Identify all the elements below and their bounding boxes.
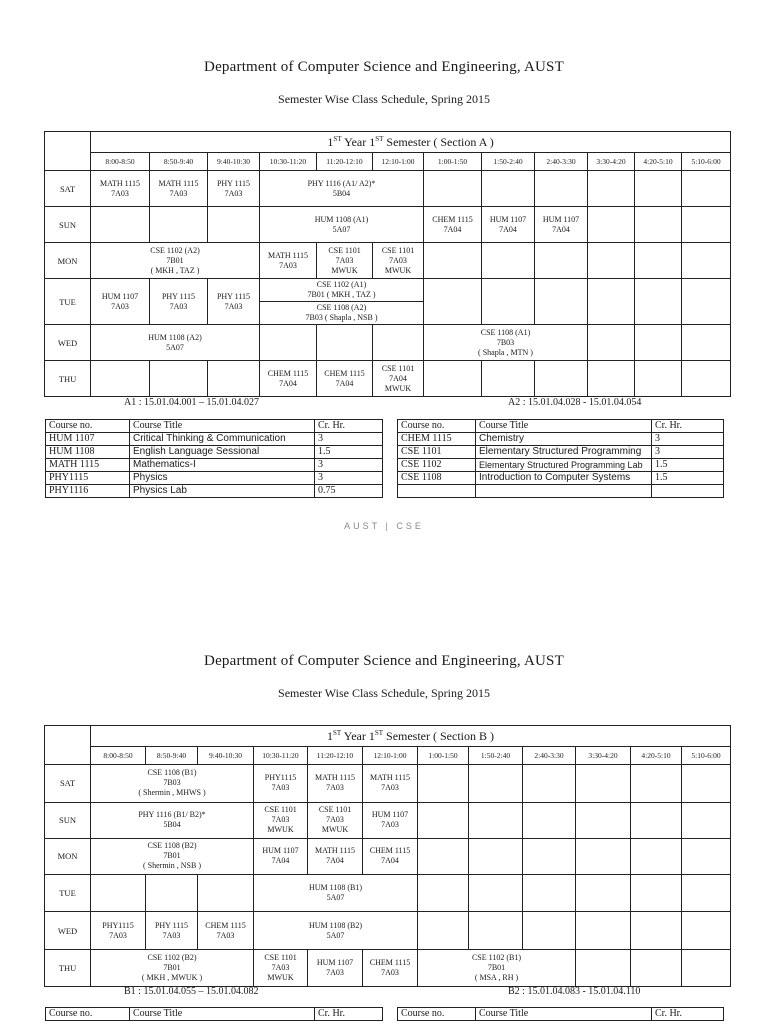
- day-row-thu: [45, 949, 731, 986]
- course-row: MATH 1115 Mathematics-I 3: [46, 459, 383, 472]
- class-cell: CSE 1108 (B1) 7B03 ( Shermin , MHWS ): [91, 765, 254, 802]
- class-cell: CSE 1102 (B2) 7B01 ( MKH , MWUK ): [91, 949, 254, 986]
- day-row-mon: [45, 243, 731, 279]
- class-cell: HUM 1107 7A03: [363, 802, 418, 838]
- day-row-sat: [45, 171, 731, 207]
- class-cell: CSE 1101 7A03 MWUK: [254, 949, 308, 986]
- time-slot: 12:10-1:00: [373, 153, 424, 171]
- class-cell: CSE 1101 7A03 MWUK: [254, 802, 308, 838]
- time-slot: 10:30-11:20: [260, 153, 317, 171]
- day-label: MON: [45, 838, 91, 874]
- class-cell: MATH 1115 7A03: [308, 765, 363, 802]
- class-cell: MATH 1115 7A04: [308, 838, 363, 874]
- class-cell: CSE 1101 7A04 MWUK: [373, 361, 424, 397]
- time-slot: 2:40-3:30: [535, 153, 588, 171]
- semester-heading: 1ST Year 1ST Semester ( Section B ): [91, 726, 731, 747]
- day-label: TUE: [45, 875, 91, 912]
- roll-range-b1: B1 : 15.01.04.055 – 15.01.04.082: [124, 986, 259, 997]
- class-cell: PHY1115 7A03: [91, 912, 146, 949]
- class-cell: MATH 1115 7A03: [150, 171, 208, 207]
- class-cell: HUM 1107 7A03: [308, 949, 363, 986]
- course-table-left: [45, 1007, 383, 1021]
- class-cell: CSE 1102 (B1) 7B01 ( MSA , RH ): [418, 949, 576, 986]
- day-label: WED: [45, 912, 91, 949]
- class-cell: PHY 1115 7A03: [146, 912, 198, 949]
- day-label: MON: [45, 243, 91, 279]
- title-row: [45, 726, 731, 747]
- day-row-tue: [45, 875, 731, 912]
- class-cell: HUM 1107 7A03: [91, 279, 150, 325]
- class-cell: CHEM 1115 7A04: [424, 207, 482, 243]
- class-cell: HUM 1108 (A1) 5A07: [260, 207, 424, 243]
- time-slot: 2:40-3:30: [523, 747, 576, 765]
- day-label: WED: [45, 325, 91, 361]
- day-row-wed: [45, 325, 731, 361]
- class-cell: HUM 1108 (B1) 5A07: [254, 875, 418, 912]
- course-row: HUM 1107 Critical Thinking & Communication 3: [46, 433, 383, 446]
- class-cell: PHY1115 7A03: [254, 765, 308, 802]
- time-slot: 8:00-8:50: [91, 747, 146, 765]
- class-cell: CSE 1108 (A1) 7B03 ( Shapla , MTN ): [424, 325, 588, 361]
- class-cell: HUM 1108 (A2) 5A07: [91, 325, 260, 361]
- class-cell: PHY 1116 (A1/ A2)* 5B04: [260, 171, 424, 207]
- time-slot: 8:50-9:40: [150, 153, 208, 171]
- day-row-sat: [45, 765, 731, 802]
- time-slot: 3:30-4:20: [588, 153, 635, 171]
- time-slot: 9:40-10:30: [198, 747, 254, 765]
- course-table-left: [45, 419, 383, 498]
- day-row-sun: [45, 207, 731, 243]
- time-slot: 1:00-1:50: [418, 747, 469, 765]
- class-cell: PHY 1116 (B1/ B2)* 5B04: [91, 802, 254, 838]
- day-label: SAT: [45, 171, 91, 207]
- page-footer: AUST | CSE: [344, 521, 424, 531]
- class-cell: CSE 1102 (A2) 7B01 ( MKH , TAZ ): [91, 243, 260, 279]
- schedule-subtitle: Semester Wise Class Schedule, Spring 2015: [278, 92, 490, 106]
- day-label: THU: [45, 361, 91, 397]
- schedule-table-section-b: [44, 725, 731, 987]
- class-cell: CSE 1108 (B2) 7B01 ( Shermin , NSB ): [91, 838, 254, 874]
- class-cell: CSE 1101 7A03 MWUK: [373, 243, 424, 279]
- class-cell: MATH 1115 7A03: [260, 243, 317, 279]
- class-cell: CSE 1101 7A03 MWUK: [308, 802, 363, 838]
- class-cell: PHY 1115 7A03: [208, 171, 260, 207]
- time-slot-row: [45, 153, 731, 171]
- time-slot: 4:20-5:10: [631, 747, 682, 765]
- course-table-right: [397, 419, 724, 498]
- day-row-sun: [45, 802, 731, 838]
- time-slot: 4:20-5:10: [635, 153, 682, 171]
- day-row-thu: [45, 361, 731, 397]
- course-row: CHEM 1115 Chemistry 3: [398, 433, 724, 446]
- course-row: PHY1116 Physics Lab 0.75: [46, 485, 383, 498]
- day-label: SUN: [45, 802, 91, 838]
- day-label: THU: [45, 949, 91, 986]
- roll-range-a2: A2 : 15.01.04.028 - 15.01.04.054: [508, 397, 642, 408]
- time-slot: 9:40-10:30: [208, 153, 260, 171]
- class-cell: CHEM 1115 7A04: [260, 361, 317, 397]
- time-slot: 1:50-2:40: [469, 747, 523, 765]
- course-header-row: Course no. Course Title Cr. Hr.: [398, 1008, 724, 1021]
- course-header-row: Course no. Course Title Cr. Hr.: [46, 1008, 383, 1021]
- class-cell: HUM 1107 7A04: [535, 207, 588, 243]
- class-cell: MATH 1115 7A03: [91, 171, 150, 207]
- time-slot: 5:10-6:00: [682, 747, 731, 765]
- course-row: CSE 1108 Introduction to Computer Systems 1.5: [398, 472, 724, 485]
- department-title: Department of Computer Science and Engineering, AUST: [204, 653, 564, 669]
- course-row: HUM 1108 English Language Sessional 1.5: [46, 446, 383, 459]
- schedule-table-section-a: [44, 131, 731, 397]
- day-label: SAT: [45, 765, 91, 802]
- course-table-right: [397, 1007, 724, 1021]
- class-cell: PHY 1115 7A03: [150, 279, 208, 325]
- day-label: SUN: [45, 207, 91, 243]
- time-slot: 1:50-2:40: [482, 153, 535, 171]
- course-row: CSE 1101 Elementary Structured Programming 3: [398, 446, 724, 459]
- time-slot: 3:30-4:20: [576, 747, 631, 765]
- class-cell: CSE 1108 (A2) 7B03 ( Shapla , NSB ): [260, 302, 424, 325]
- course-row: PHY1115 Physics 3: [46, 472, 383, 485]
- course-row: [398, 485, 724, 498]
- roll-range-a1: A1 : 15.01.04.001 – 15.01.04.027: [124, 397, 259, 408]
- department-title: Department of Computer Science and Engineering, AUST: [204, 59, 564, 75]
- class-cell: MATH 1115 7A03: [363, 765, 418, 802]
- time-slot: 5:10-6:00: [682, 153, 731, 171]
- time-slot: 11:20-12:10: [317, 153, 373, 171]
- time-slot: 1:00-1:50: [424, 153, 482, 171]
- schedule-subtitle: Semester Wise Class Schedule, Spring 2015: [278, 686, 490, 700]
- semester-heading: 1ST Year 1ST Semester ( Section A ): [91, 132, 731, 153]
- day-row-mon: [45, 838, 731, 874]
- day-label: TUE: [45, 279, 91, 325]
- class-cell: HUM 1107 7A04: [482, 207, 535, 243]
- day-row-tue: [45, 279, 731, 302]
- roll-range-b2: B2 : 15.01.04.083 - 15.01.04.110: [508, 986, 641, 997]
- time-slot-row: [45, 747, 731, 765]
- class-cell: CSE 1102 (A1) 7B01 ( MKH , TAZ ): [260, 279, 424, 302]
- day-row-wed: [45, 912, 731, 949]
- class-cell: CSE 1101 7A03 MWUK: [317, 243, 373, 279]
- title-row: [45, 132, 731, 153]
- class-cell: CHEM 1115 7A04: [317, 361, 373, 397]
- time-slot: 12:10-1:00: [363, 747, 418, 765]
- course-header-row: Course no. Course Title Cr. Hr.: [46, 420, 383, 433]
- time-slot: 8:00-8:50: [91, 153, 150, 171]
- class-cell: CHEM 1115 7A04: [363, 838, 418, 874]
- class-cell: CHEM 1115 7A03: [198, 912, 254, 949]
- class-cell: PHY 1115 7A03: [208, 279, 260, 325]
- course-header-row: Course no. Course Title Cr. Hr.: [398, 420, 724, 433]
- time-slot: 11:20-12:10: [308, 747, 363, 765]
- time-slot: 10:30-11:20: [254, 747, 308, 765]
- class-cell: CHEM 1115 7A03: [363, 949, 418, 986]
- course-row: CSE 1102 Elementary Structured Programming Lab 1.5: [398, 459, 724, 472]
- class-cell: HUM 1108 (B2) 5A07: [254, 912, 418, 949]
- class-cell: HUM 1107 7A04: [254, 838, 308, 874]
- time-slot: 8:50-9:40: [146, 747, 198, 765]
